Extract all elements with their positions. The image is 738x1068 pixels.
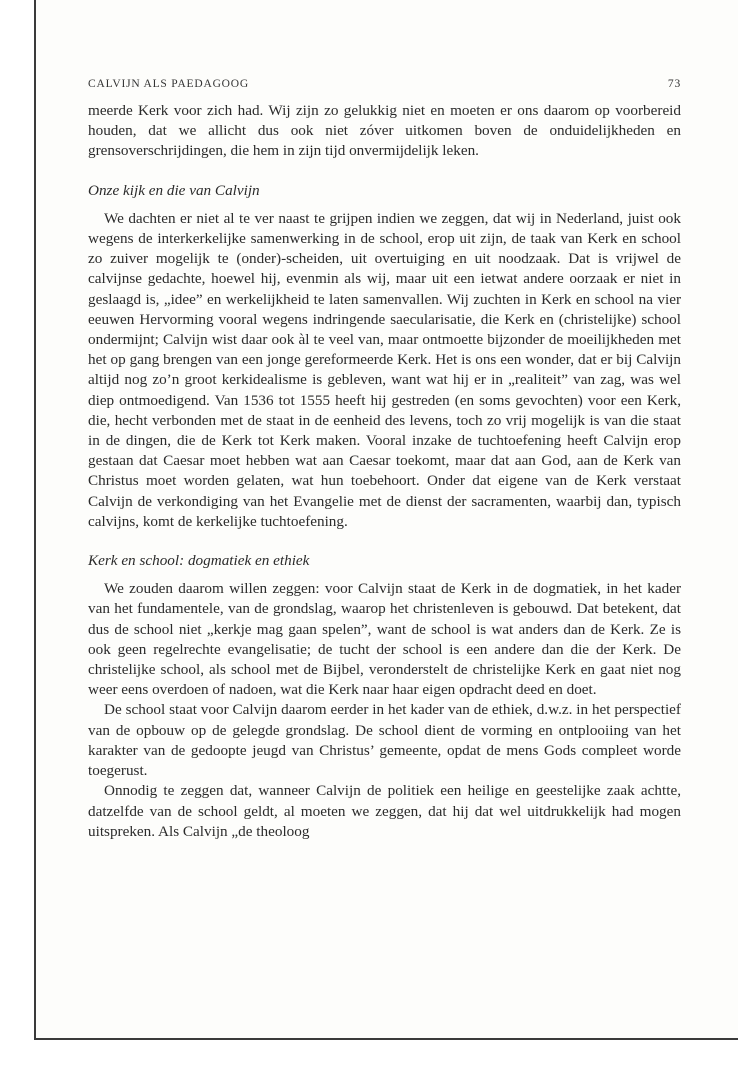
paragraph: De school staat voor Calvijn daarom eerder in het kader van de ethiek, d.w.z. in het perspectief van de opbouw op de gelegde grondslag. De school dient de vorming en ontplooiing van het karakter van de gedoopte jeugd van Christus’ gemeente, opdat de mens Gods compleet worde toegerust. bbox=[88, 701, 681, 780]
paragraph-continued: meerde Kerk voor zich had. Wij zijn zo gelukkig niet en moeten er ons daarom op voorbereid houden, dat we allicht dus ook niet zóver uitkomen boven de onduidelijkheden en grensoverschrijdingen, die hem in zijn tijd onvermijdelijk leken. bbox=[88, 102, 681, 160]
page-body bbox=[88, 101, 681, 842]
paragraph: We dachten er niet al te ver naast te grijpen indien we zeggen, dat wij in Nederland, juist ook wegens de interkerkelijke samenwerking in de school, erop uit zijn, de taak van Kerk en school zo zuiver mogelijk te (onder)-scheiden, uit overtuiging en uit noodzaak. Dat is vrijwel de calvijnse gedachte, hoewel hij, evenmin als wij, maar uit een ietwat andere oorzaak er niet in geslaagd is, „idee” en werkelijkheid te laten samenvallen. Wij zuchten in Kerk en school na vier eeuwen Hervorming vooral wegens indringende saecularisatie, die Kerk en (christelijke) school ondermijnt; Calvijn wist daar ook àl te veel van, maar ontmoette bijzonder de moeilijkheden met het op gang brengen van een jonge gereformeerde Kerk. Het is ons een wonder, dat er bij Calvijn altijd nog zo’n groot kerkidealisme is gebleven, want wat hij er in „realiteit” van zag, was wel diep ontmoedigend. Van 1536 tot 1555 heeft hij gestreden (en soms gevochten) voor een Kerk, die, hecht verbonden met de staat in de eenheid des levens, toch zo vrij mogelijk is van die staat in de dingen, die de Kerk tot Kerk maken. Vooral inzake de tuchtoefening heeft Calvijn erop gestaan dat Caesar moet hebben wat aan Caesar toekomt, maar dat aan God, aan de Kerk van Christus moet worden gelaten, wat hun toebehoort. Onder dat eigene van de Kerk verstaat Calvijn de verkondiging van het Evangelie met de dienst der sacramenten, waarbij dan, typisch calvijns, komt de kerkelijke tuchtoefening. bbox=[88, 209, 681, 530]
section-heading-kerk-en-school: Kerk en school: dogmatiek en ethiek bbox=[88, 552, 310, 570]
page-number: 73 bbox=[667, 78, 681, 90]
section-heading-onze-kijk: Onze kijk en die van Calvijn bbox=[88, 181, 260, 199]
running-title: CALVIJN ALS PAEDAGOOG bbox=[88, 78, 249, 90]
running-header bbox=[88, 78, 681, 90]
paragraph: Onnodig te zeggen dat, wanneer Calvijn de politiek een heilige en geestelijke zaak achtte, datzelfde van de school geldt, al moeten we zeggen, dat hij dat wel uitdrukkelijk had mogen uitspreken. Als Calvijn „de theoloog bbox=[88, 782, 681, 840]
paragraph: We zouden daarom willen zeggen: voor Calvijn staat de Kerk in de dogmatiek, in het kader van het fundamentele, van de grondslag, waarop het christenleven is gebouwd. Dat betekent, dat dus de school niet „kerkje mag gaan spelen”, want de school is wat anders dan de Kerk. Ze is ook geen regelrechte evangelisatie; de tucht der school is een andere dan die der Kerk. De christelijke school, als school met de Bijbel, veronderstelt de christelijke Kerk en gaat niet nog weer eens overdoen of nadoen, wat die Kerk naar haar eigen opdracht deed en doet. bbox=[88, 580, 681, 699]
